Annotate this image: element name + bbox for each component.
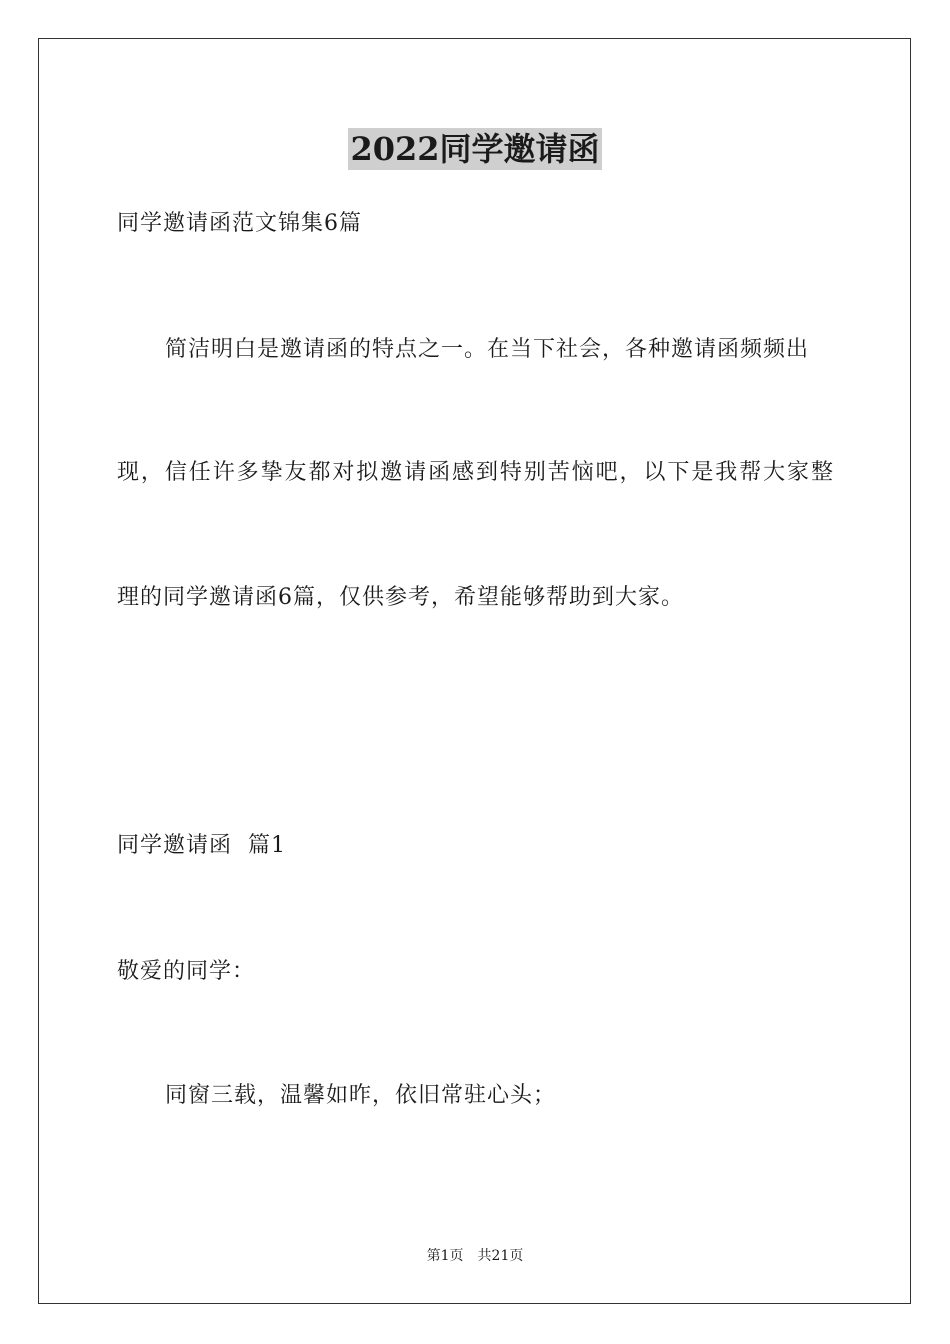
page-total: 共21页 [477, 1248, 524, 1264]
intro-paragraph-line-3: 理的同学邀请函6篇，仅供参考，希望能够帮助到大家。 [117, 585, 684, 610]
page-number: 第1页 [426, 1248, 464, 1264]
intro-paragraph-line-2: 现，信任许多挚友都对拟邀请函感到特别苦恼吧，以下是我帮大家整 [117, 460, 833, 485]
letter-body-line: 同窗三载，温馨如昨，依旧常驻心头； [165, 1083, 557, 1108]
letter-greeting: 敬爱的同学： [117, 959, 256, 984]
document-title: 2022同学邀请函 [350, 130, 600, 168]
page-footer [0, 1247, 950, 1265]
title-container [0, 128, 950, 170]
document-subtitle: 同学邀请函范文锦集6篇 [117, 211, 362, 236]
section-heading: 同学邀请函 篇1 [117, 833, 286, 858]
intro-paragraph-line-1: 简洁明白是邀请函的特点之一。在当下社会，各种邀请函频频出 [165, 337, 810, 362]
